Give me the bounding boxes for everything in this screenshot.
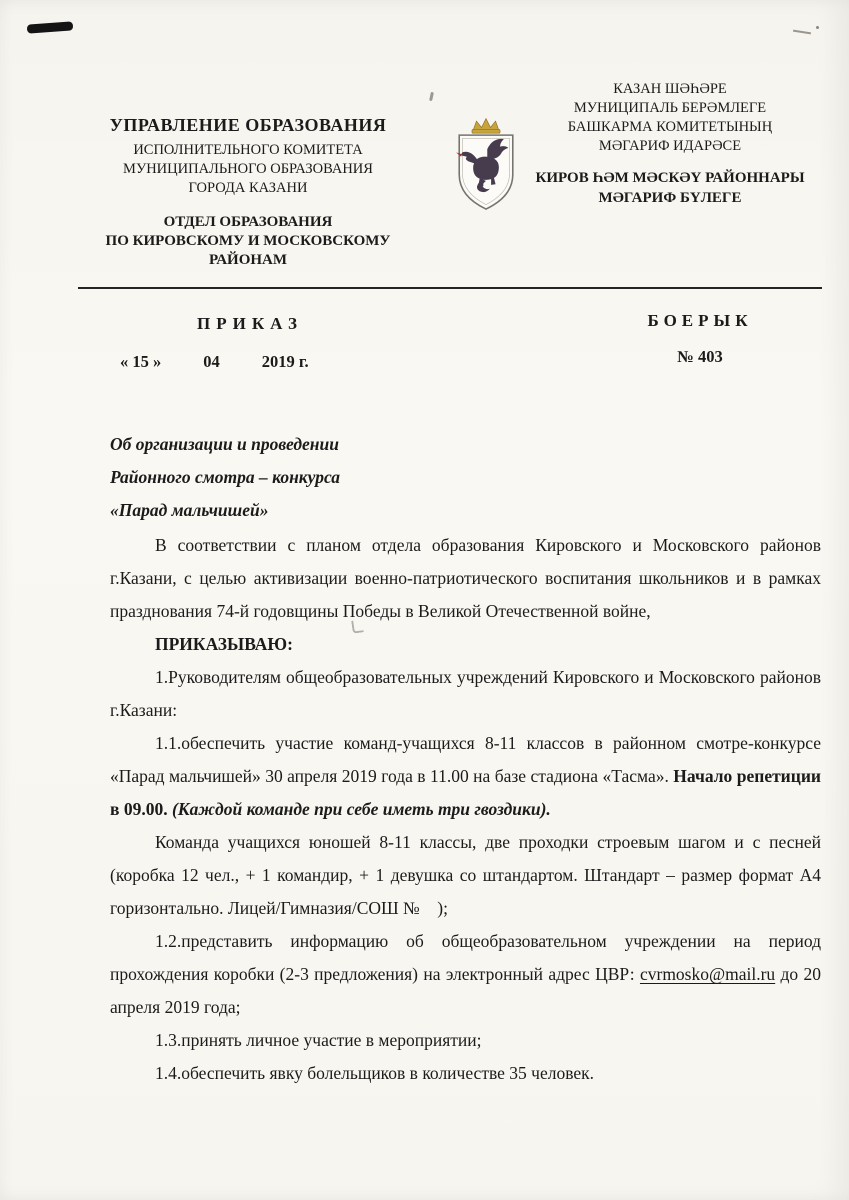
org-line: ГОРОДА КАЗАНИ bbox=[188, 180, 308, 196]
dept-line: ОТДЕЛ ОБРАЗОВАНИЯ bbox=[163, 214, 333, 230]
order-title-row bbox=[0, 300, 849, 418]
subject-line: Об организации и проведении bbox=[110, 434, 339, 454]
org-line: МӘГАРИФ ИДАРӘСЕ bbox=[598, 138, 742, 154]
item-1-2-tail: до 20 апреля 2019 года; bbox=[110, 964, 822, 1017]
subject-line: Районного смотра – конкурса bbox=[110, 467, 341, 487]
order-word-russian: ПРИКАЗ bbox=[197, 314, 303, 333]
item-1-1-carnation-note: (Каждой команде при себе иметь три гвоздики). bbox=[171, 799, 551, 819]
resolution-word: ПРИКАЗЫВАЮ: bbox=[155, 634, 293, 654]
item-1-1-text: 1.1.обеспечить участие команд-учащихся 8-11 классов в районном смотре-конкурсе «Парад мальчишей» 30 апреля 2019 года в 11.00 на базе стадиона «Тасма». bbox=[110, 733, 821, 786]
org-line: МУНИЦИПАЛЬ БЕРӘМЛЕГЕ bbox=[573, 100, 767, 116]
item-1-2 bbox=[110, 925, 821, 1024]
org-block-russian bbox=[78, 116, 418, 270]
org-line: БАШКАРМА КОМИТЕТЫНЫҢ bbox=[567, 119, 773, 135]
order-date-day: « 15 » bbox=[120, 352, 162, 371]
item-1-1-team: Команда учащихся юношей 8-11 классы, две проходки строевым шагом и с песней (коробка 12 чел., + 1 командир, + 1 девушка со штандартом. Штандарт – размер формат А4 горизонтально. Лицей/Гимназия/СОШ № ); bbox=[110, 832, 821, 918]
org-line: КАЗАН ШӘҺӘРЕ bbox=[613, 81, 727, 97]
item-1: 1.Руководителям общеобразовательных учреждений Кировского и Московского районов г.Казани: bbox=[110, 667, 821, 720]
dept-line: РАЙОНАМ bbox=[208, 252, 288, 268]
dept-line: ПО КИРОВСКОМУ И МОСКОВСКОМУ bbox=[105, 233, 391, 249]
subject-line: «Парад мальчишей» bbox=[110, 500, 269, 520]
dept-line: КИРОВ ҺӘМ МӘСКӘҮ РАЙОННАРЫ bbox=[535, 170, 805, 186]
item-1-1-rehearsal-note: Начало репетиции в 09.00. bbox=[110, 766, 822, 819]
item-1-2-text: 1.2.представить информацию об общеобразовательном учреждении на период прохождения коробки (2-3 предложения) на электронный адрес ЦВР: bbox=[110, 931, 821, 984]
org-line: ИСПОЛНИТЕЛЬНОГО КОМИТЕТА bbox=[133, 142, 363, 158]
dept-block-tatar bbox=[505, 168, 835, 208]
email-link[interactable]: cvrmosko@mail.ru bbox=[639, 964, 776, 984]
order-subject bbox=[110, 428, 821, 527]
intro-paragraph: В соответствии с планом отдела образования Кировского и Московского районов г.Казани, с целью активизации военно-патриотического воспитания школьников и в рамках празднования 74-й годовщины Победы в Великой Отечественной войне, bbox=[110, 535, 821, 621]
order-word-tatar: БОЕРЫК bbox=[647, 311, 753, 330]
dept-block-russian bbox=[78, 213, 418, 270]
org-line: МУНИЦИПАЛЬНОГО ОБРАЗОВАНИЯ bbox=[123, 161, 373, 177]
letterhead bbox=[0, 0, 849, 300]
order-date-year: 2019 г. bbox=[261, 352, 309, 371]
order-date bbox=[120, 352, 309, 372]
item-1-4: 1.4.обеспечить явку болельщиков в количестве 35 человек. bbox=[155, 1063, 595, 1083]
order-body bbox=[0, 428, 849, 1090]
order-date-month: 04 bbox=[203, 352, 220, 371]
item-1-1 bbox=[110, 727, 821, 826]
order-number: № 403 bbox=[677, 347, 723, 366]
org-block-tatar bbox=[505, 80, 835, 208]
org-title-russian: УПРАВЛЕНИЕ ОБРАЗОВАНИЯ bbox=[109, 115, 387, 135]
dept-line: МӘГАРИФ БҮЛЕГЕ bbox=[598, 190, 742, 206]
header-divider bbox=[78, 287, 822, 289]
scan-artifact-mark bbox=[351, 619, 364, 633]
item-1-3: 1.3.принять личное участие в мероприятии; bbox=[155, 1030, 482, 1050]
